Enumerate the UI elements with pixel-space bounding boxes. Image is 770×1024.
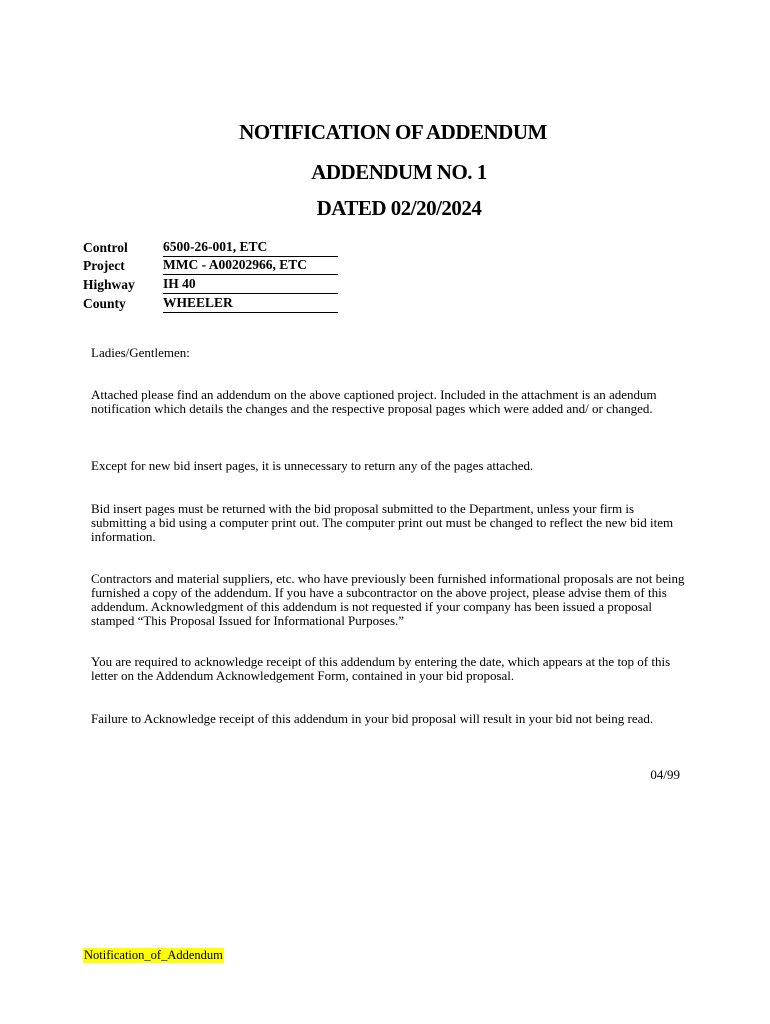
addendum-date: DATED 02/20/2024 bbox=[316, 196, 482, 220]
paragraph-return-pages: Except for new bid insert pages, it is unnecessary to return any of the pages attached. bbox=[91, 458, 534, 473]
field-label: County bbox=[83, 295, 126, 311]
paragraph-failure: Failure to Acknowledge receipt of this addendum in your bid proposal will result in your bid not being read. bbox=[91, 711, 654, 726]
field-row-control bbox=[83, 238, 343, 257]
document-title: NOTIFICATION OF ADDENDUM bbox=[239, 120, 547, 144]
field-row-highway bbox=[83, 275, 343, 294]
addendum-number: ADDENDUM NO. 1 bbox=[311, 160, 487, 184]
form-reference: 04/99 bbox=[650, 767, 680, 782]
footer-label: Notification_of_Addendum bbox=[84, 948, 223, 962]
salutation: Ladies/Gentlemen: bbox=[91, 345, 190, 360]
field-value: 6500-26-001, ETC bbox=[163, 239, 338, 257]
field-row-county bbox=[83, 294, 343, 313]
paragraph-contractors: Contractors and material suppliers, etc. who have previously been furnished informational proposals are not being furnished a copy of the addendum. If you have a subcontractor on the above project, please advise them of this addendum. Acknowledgment of this addendum is not requested if your company has been issued a proposal stamped “This Proposal Issued for Informational Purposes.” bbox=[91, 571, 685, 628]
field-label: Control bbox=[83, 239, 128, 255]
paragraph-attachment: Attached please find an addendum on the above captioned project. Included in the attachment is an adendum notification which details the changes and the respective proposal pages which were added and/ or changed. bbox=[91, 387, 657, 416]
field-value: WHEELER bbox=[163, 295, 338, 313]
field-label: Project bbox=[83, 258, 125, 274]
field-value: IH 40 bbox=[163, 276, 338, 294]
field-label: Highway bbox=[83, 277, 135, 293]
field-value: MMC - A00202966, ETC bbox=[163, 257, 338, 275]
field-row-project bbox=[83, 257, 343, 276]
paragraph-acknowledge: You are required to acknowledge receipt of this addendum by entering the date, which appears at the top of this letter on the Addendum Acknowledgement Form, contained in your bid proposal. bbox=[91, 654, 671, 683]
project-info-block bbox=[83, 238, 343, 313]
paragraph-bid-insert: Bid insert pages must be returned with the bid proposal submitted to the Department, unless your firm is submitting a bid using a computer print out. The computer print out must be changed to reflect the new bid item information. bbox=[91, 501, 674, 544]
